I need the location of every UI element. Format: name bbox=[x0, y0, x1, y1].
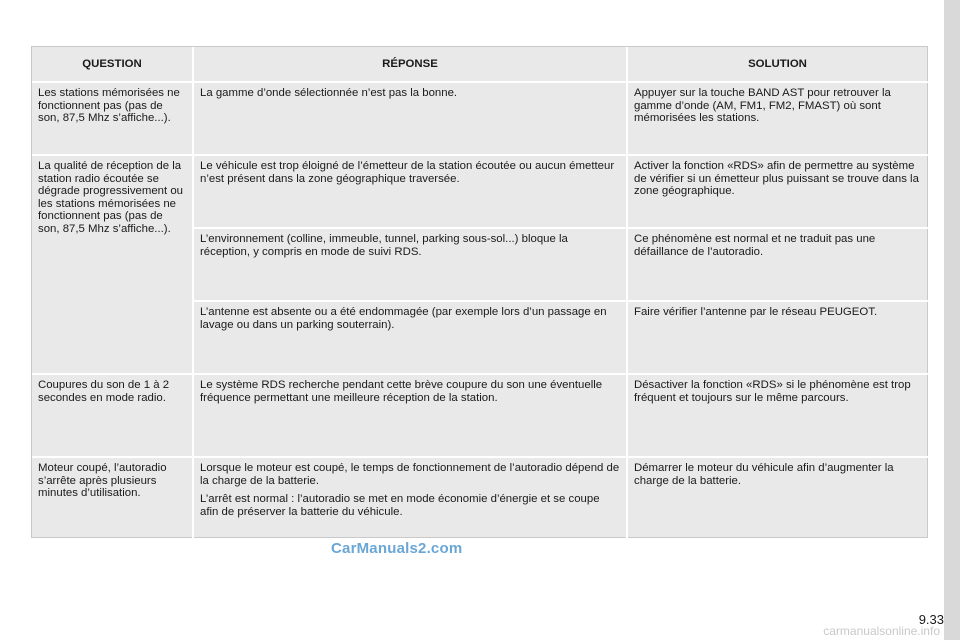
table-row-4-solution: Démarrer le moteur du véhicule afin d’augmenter la charge de la batterie. bbox=[634, 462, 894, 487]
row-divider bbox=[32, 154, 929, 156]
table-row-4-answer-paragraph-1: Lorsque le moteur est coupé, le temps de fonctionnement de l’autoradio dépend de la charge de la batterie. bbox=[200, 462, 620, 487]
row-divider bbox=[32, 373, 929, 375]
page-number: 9.33 bbox=[918, 612, 944, 627]
header-solution: SOLUTION bbox=[748, 58, 807, 70]
table-row-4-question: Moteur coupé, l’autoradio s’arrête après plusieurs minutes d’utilisation. bbox=[38, 462, 167, 500]
table-row-4-answer-paragraph-2: L’arrêt est normal : l’autoradio se met en mode économie d’énergie et se coupe afin de préserver la batterie du véhicule. bbox=[200, 493, 600, 518]
table-row-1-solution: Appuyer sur la touche BAND AST pour retrouver la gamme d’onde (AM, FM1, FM2, FMAST) où sont mémorisées les stations. bbox=[634, 87, 891, 125]
table-row-2-question: La qualité de réception de la station radio écoutée se dégrade progressivement ou les stations mémorisées ne fonctionnent pas (pas de son, 87,5 Mhz s’affiche...). bbox=[38, 160, 184, 235]
table-row-2-solution-c: Faire vérifier l’antenne par le réseau PEUGEOT. bbox=[634, 306, 878, 318]
faq-table bbox=[31, 46, 928, 538]
page-edge-bar bbox=[944, 0, 960, 640]
table-row-2-answer-c: L’antenne est absente ou a été endommagée (par exemple lors d’un passage en lavage ou dans un parking souterrain). bbox=[200, 306, 607, 331]
table-row-2-answer-a: Le véhicule est trop éloigné de l’émetteur de la station écoutée ou aucun émetteur n’est présent dans la zone géographique traversée. bbox=[200, 160, 615, 185]
table-row-1-question: Les stations mémorisées ne fonctionnent pas (pas de son, 87,5 Mhz s’affiche...). bbox=[38, 87, 180, 125]
header-reponse: RÉPONSE bbox=[382, 58, 438, 70]
table-row-3-solution: Désactiver la fonction «RDS» si le phénomène est trop fréquent et toujours sur le même parcours. bbox=[634, 379, 911, 404]
row-divider bbox=[194, 300, 929, 302]
footer-watermark: carmanualsonline.info bbox=[823, 624, 940, 638]
table-row-2-solution-a: Activer la fonction «RDS» afin de permettre au système de vérifier si un émetteur plus puissant se trouve dans la zone géographique. bbox=[634, 160, 919, 198]
table-row-1-answer: La gamme d’onde sélectionnée n’est pas la bonne. bbox=[200, 87, 458, 99]
table-row-3-answer: Le système RDS recherche pendant cette brève coupure du son une éventuelle fréquence permettant une meilleure réception de la station. bbox=[200, 379, 603, 404]
row-divider bbox=[32, 81, 929, 83]
row-divider bbox=[194, 227, 929, 229]
table-row-2-answer-b: L’environnement (colline, immeuble, tunnel, parking sous-sol...) bloque la réception, y compris en mode de suivi RDS. bbox=[200, 233, 568, 258]
row-divider bbox=[32, 456, 929, 458]
header-question: QUESTION bbox=[82, 58, 142, 70]
table-row-4-answer bbox=[194, 462, 626, 524]
carmanuals-watermark-link[interactable]: CarManuals2.com bbox=[331, 540, 463, 557]
table-row-3-question: Coupures du son de 1 à 2 secondes en mode radio. bbox=[38, 379, 170, 404]
table-row-2-solution-b: Ce phénomène est normal et ne traduit pas une défaillance de l’autoradio. bbox=[634, 233, 876, 258]
